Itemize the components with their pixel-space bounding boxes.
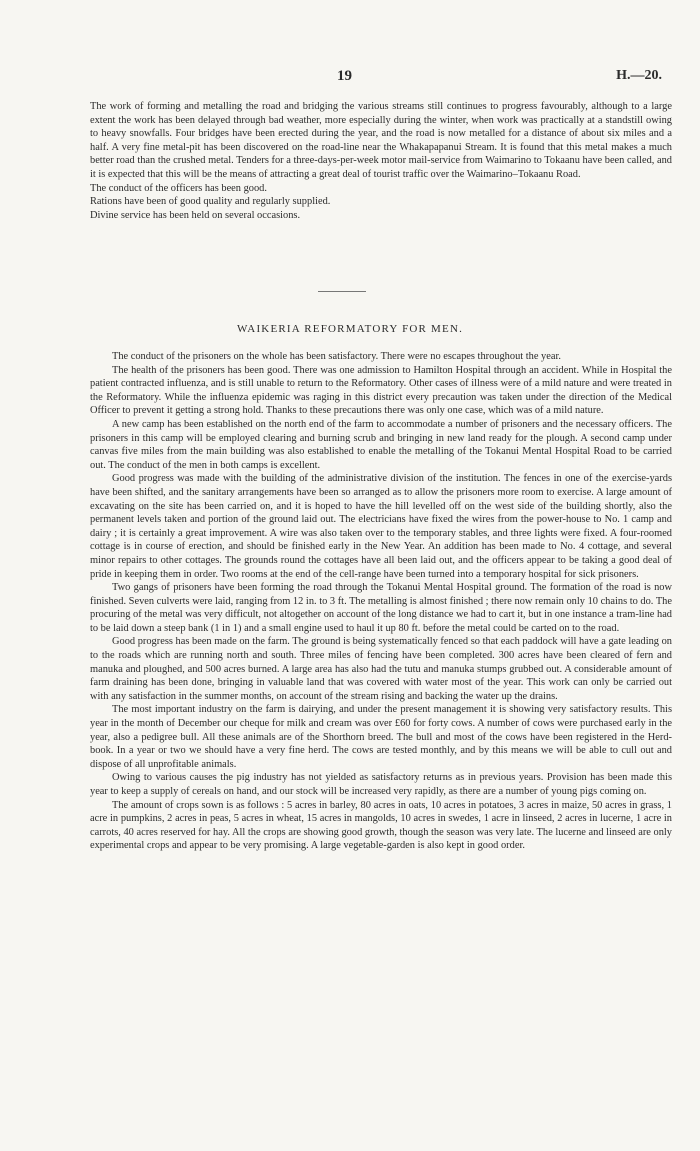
- paragraph: The most important industry on the farm is dairying, and under the present management it is showing very satisfactory results. This year in the month of December our cheque for milk and cream was over £60 for forty cows. A number of cows were purchased early in the year, also a pedigree bull. All these animals are of the Shorthorn breed. The bull and most of the cows have been registered in the Herd-book. In a year or two we should have a very fine herd. The cows are tested monthly, and by this means we will be able to cull out and dispose of all unprofitable animals.: [90, 704, 672, 770]
- section-title: WAIKERIA REFORMATORY FOR MEN.: [236, 323, 464, 335]
- document-reference: H.—20.: [616, 68, 662, 83]
- paragraph: The conduct of the prisoners on the whole has been satisfactory. There were no escapes throughout the year.: [112, 351, 561, 362]
- paragraph: The amount of crops sown is as follows : 5 acres in barley, 80 acres in oats, 10 acres in potatoes, 3 acres in maize, 50 acres in grass, 1 acre in pumpkins, 2 acres in peas, 5 acres in wheat, 15 acres in mangolds, 10 acres in swedes, 1 acre in linseed, 2 acres in lucerne, 1 acre in carrots, 40 acres reserved for hay. All the crops are showing good growth, though the season was very late. The lucerne and linseed are only experimental crops and appear to be very promising. A large vegetable-garden is also kept in good order.: [90, 799, 672, 852]
- paragraph: Two gangs of prisoners have been forming the road through the Tokanui Mental Hospital ground. The formation of the road is now finished. Seven culverts were laid, ranging from 12 in. to 3 ft. The metalling is almost finished ; there now remain only 10 chains to do. The procuring of the metal was very difficult, not altogether on account of the long distance we had to cart it, but in one instance a tram-line had to be laid down a steep bank (1 in 1) and a small engine used to haul it up 80 ft. before the metal could be carted on to the road.: [90, 582, 672, 634]
- paragraph: Good progress was made with the building of the administrative division of the institution. The fences in one of the exercise-yards have been shifted, and the sanitary arrangements have been so arranged as to allow the prisoners more room to exercise. A large amount of excavating on the site has been carried on, and it is hoped to have the hill levelled off on the west side of the building shortly, also the permanent levels taken and portion of the ground laid out. The electricians have fixed the wires from the power-house to No. 1 camp and dairy ; it is certainly a great improvement. A wire was also taken over to the temporary stables, and three lights were fixed. A four-roomed cottage is in course of erection, and should be finished early in the New Year. An addition has been made to No. 4 cottage, and several minor repairs to other cottages. The grounds round the cottages have all been laid out, and the officers appear to be taking a good deal of pride in keeping them in order. Two rooms at the end of the cell-range have been turned into a temporary hospital for sick prisoners.: [90, 473, 672, 580]
- paragraph: The conduct of the officers has been good.: [90, 182, 267, 194]
- paragraph: Rations have been of good quality and regularly supplied.: [90, 196, 331, 208]
- paragraph: Owing to various causes the pig industry has not yielded as satisfactory returns as in previous years. Provision has been made this year to keep a supply of cereals on hand, and our stock will be increased very rapidly, as there are a number of young pigs coming on.: [90, 772, 672, 797]
- top-section: [90, 100, 672, 222]
- paragraph: Good progress has been made on the farm. The ground is being systematically fenced so that each paddock will have a gate leading on to the roads which are running north and south. Three miles of fencing have been completed. 300 acres have been cleared of fern and manuka and ploughed, and 500 acres burned. A large area has also had the tutu and manuka stumps grubbed out. A considerable amount of farm draining has been done, bringing in valuable land that was covered with water most of the year. This work can only be carried out with any satisfaction in the summer months, on account of the stream rising and backing the water up the drains.: [90, 636, 672, 702]
- section-divider: [318, 291, 366, 292]
- paragraph: Divine service has been held on several occasions.: [90, 209, 301, 221]
- paragraph: A new camp has been established on the north end of the farm to accommodate a number of prisoners and the necessary officers. The prisoners in this camp will be employed clearing and burning scrub and bringing in new land ready for the plough. A second camp under canvas five miles from the main building was also established to enable the metalling of the Tokanui Mental Hospital Road to be carried out. The conduct of the men in both camps is excellent.: [90, 418, 672, 471]
- page-number: 19: [337, 68, 352, 84]
- paragraph: The work of forming and metalling the road and bridging the various streams still continues to progress favourably, although to a large extent the work has been delayed through bad weather, more especially during the winter, when work was practically at a standstill owing to heavy snowfalls. Four bridges have been erected during the year, and the road is now metalled for a distance of about six miles and a half. A very fine metal-pit has been discovered on the road-line near the Whakapapanui Stream. It is found that this metal makes a much better road than the crushed metal. Tenders for a three-days-per-week motor mail-service from Waimarino to Tokaanu have been called, and it is expected that this will be the means of attracting a great deal of tourist traffic over the Waimarino–Tokaanu Road.: [90, 101, 672, 180]
- paragraph: The health of the prisoners has been good. There was one admission to Hamilton Hospital through an accident. While in Hospital the patient contracted influenza, and is still unable to return to the Reformatory. Other cases of illness were of a mild nature and were treated in the Reformatory. While the influenza epidemic was raging in this district every precaution was taken under the direction of the Medical Officer to prevent it getting a strong hold. Thanks to these precautions there was only one case, which was of a mild nature.: [90, 364, 672, 417]
- body-section: [90, 350, 672, 853]
